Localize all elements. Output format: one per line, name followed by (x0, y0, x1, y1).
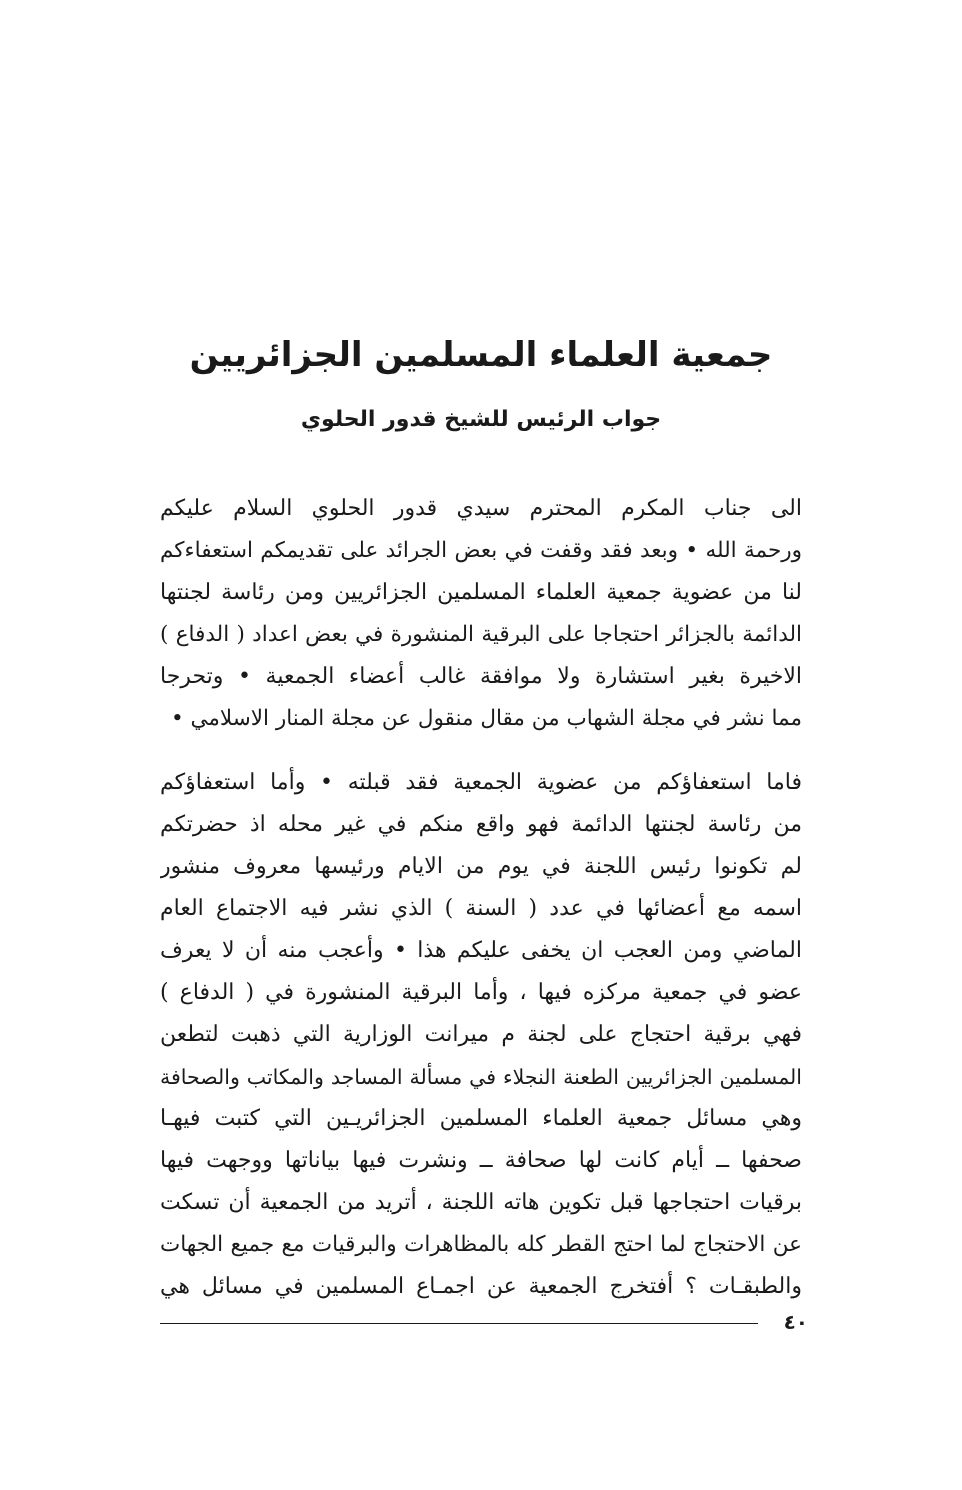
text-line: برقيات احتجاجها قبل تكوين هاته اللجنة ، أتريد من الجمعية أن تسكت (160, 1190, 802, 1215)
text-line: لم تكونوا رئيس اللجنة في يوم من الايام ورئيسها معروف منشور (160, 854, 802, 879)
text-line: مما نشر في مجلة الشهاب من مقال منقول عن مجلة المنار الاسلامي • (170, 706, 802, 731)
paragraph-1 (160, 488, 802, 740)
text-line: لنا من عضوية جمعية العلماء المسلمين الجزائريين ومن رئاسة لجنتها (160, 580, 802, 605)
text-line: فهي برقية احتجاج على لجنة م ميرانت الوزارية التي ذهبت لتطعن (160, 1022, 802, 1047)
text-line: الدائمة بالجزائر احتجاجا على البرقية المنشورة في بعض اعداد ( الدفاع ) (160, 622, 802, 647)
document-subtitle: جواب الرئيس للشيخ قدور الحلوي (300, 407, 662, 432)
text-line: اسمه مع أعضائها في عدد ( السنة ) الذي نشر فيه الاجتماع العام (160, 896, 802, 921)
text-line: من رئاسة لجنتها الدائمة فهو واقع منكم في غير محله اذ حضرتكم (160, 812, 802, 837)
text-line: والطبقـات ؟ أفتخرج الجمعية عن اجمـاع المسلمين في مسائل هي (160, 1274, 802, 1299)
text-line: الماضي ومن العجب ان يخفى عليكم هذا • وأعجب منه أن لا يعرف (160, 938, 802, 963)
text-line: عضو في جمعية مركزه فيها ، وأما البرقية المنشورة في ( الدفاع ) (160, 980, 802, 1005)
text-line: عن الاحتجاج لما احتج القطر كله بالمظاهرات والبرقيات مع جميع الجهات (160, 1232, 802, 1257)
text-line: ورحمة الله • وبعد فقد وقفت في بعض الجرائد على تقديمكم استعفاءكم (160, 538, 802, 563)
page-number: ٤٠ (783, 1310, 808, 1334)
text-line: المسلمين الجزائريين الطعنة النجلاء في مسألة المساجد والمكاتب والصحافة (160, 1065, 802, 1089)
document-title: جمعية العلماء المسلمين الجزائريين (189, 335, 773, 375)
footer-rule (160, 1323, 758, 1324)
text-line: فاما استعفاؤكم من عضوية الجمعية فقد قبلته • وأما استعفاؤكم (160, 770, 802, 795)
paragraph-2 (160, 762, 802, 1308)
text-line: وهي مسائل جمعية العلماء المسلمين الجزائريـين التي كتبت فيهـا (160, 1106, 802, 1131)
text-line: صحفها ــ أيام كانت لها صحافة ــ ونشرت فيها بياناتها ووجهت فيها (160, 1148, 802, 1173)
text-line: الاخيرة بغير استشارة ولا موافقة غالب أعضاء الجمعية • وتحرجا (160, 664, 802, 689)
text-line: الى جناب المكرم المحترم سيدي قدور الحلوي السلام عليكم (160, 496, 802, 521)
